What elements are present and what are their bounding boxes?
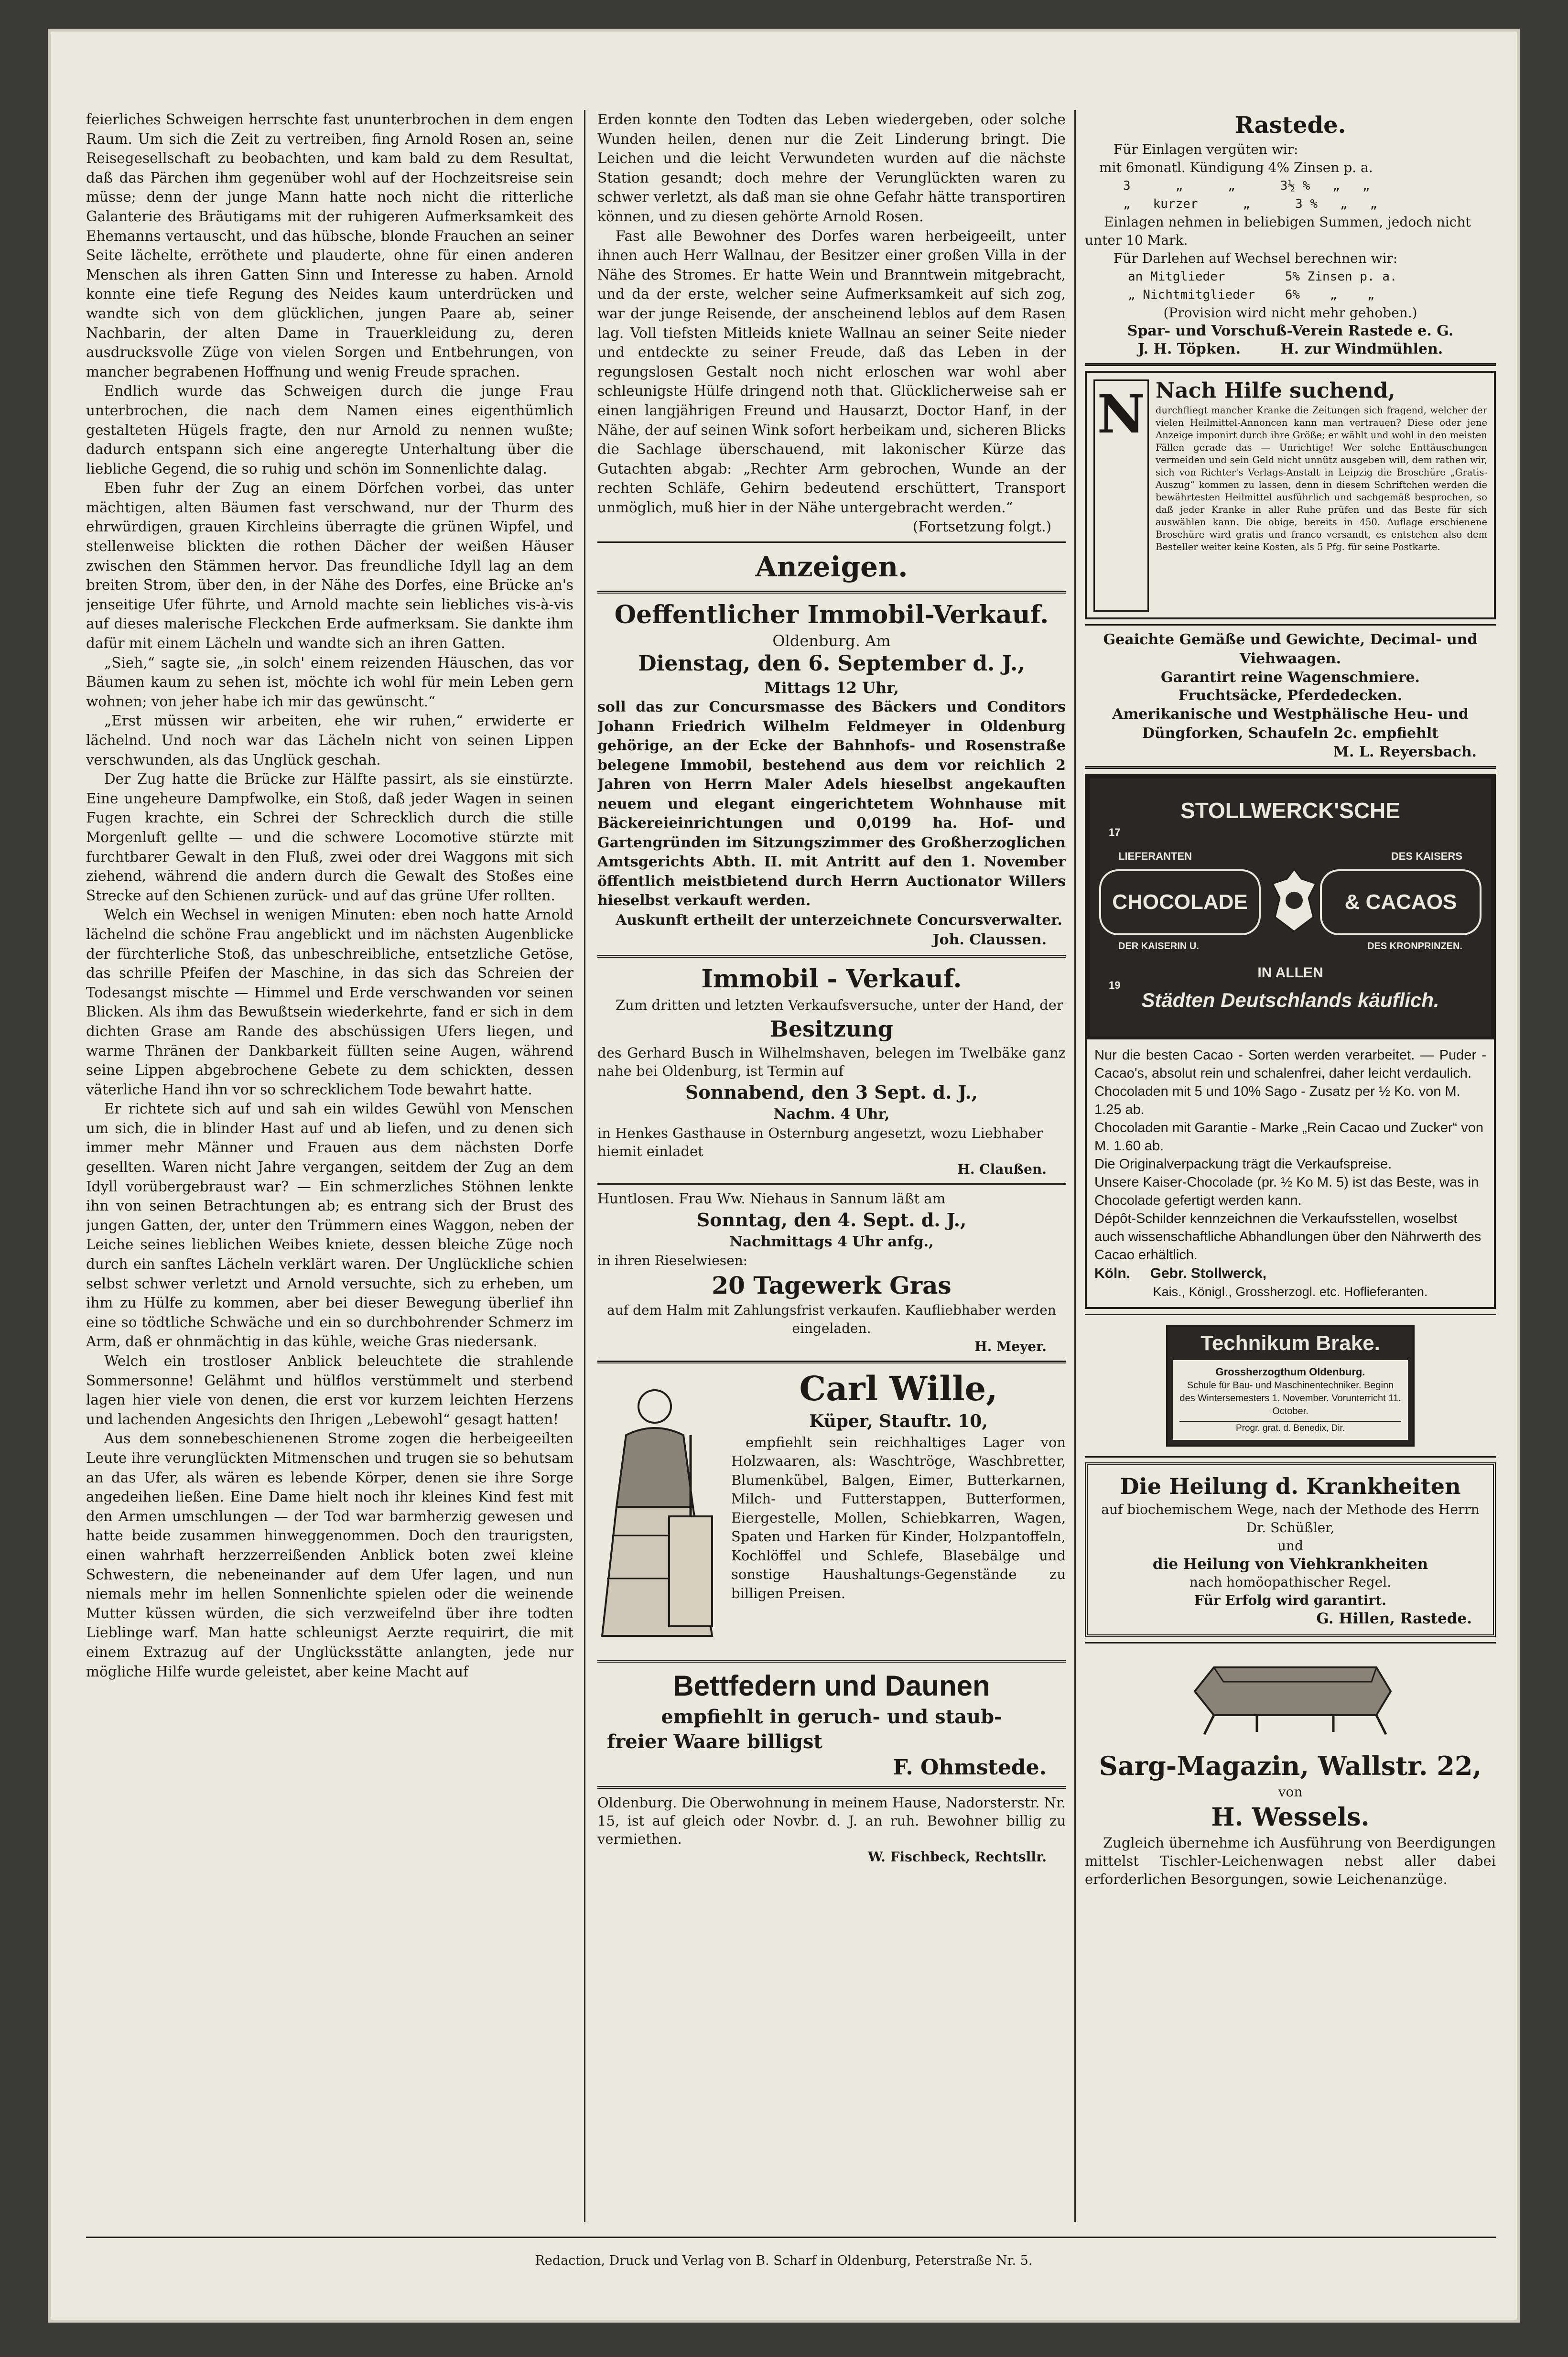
ad-technikum-brake [1166,1325,1415,1447]
ad-title: Rastede. [1234,112,1346,139]
divider [597,591,1066,594]
ad-body: durchfliegt mancher Kranke die Zeitungen sich fragend, welcher der vielen Heilmittel-Annoncen kann man vertrauen? Diese oder jene Anzeige imponirt durch ihre Größe; er wählt und wohl in den meisten Fällen gerade das — Unrichtige! Wer solche Enttäuschungen vermeiden und sein Geld nicht unnütz ausgeben will, dem rathen wir, sich von Richter's Verlags-Anstalt in Leipzig die Broschüre „Gratis-Auszug“ kommen zu lassen, denn in diesem Schriftchen werden die bewährtesten Heilmittel ausführlich und sachgemäß besprochen, so daß jeder Kranke in aller Ruhe prüfen und das Beste für sich auswählen kann. Die obige, bereits in 450. Auflage erschienene Broschüre wird gratis und franco versandt, es entstehen also dem Besteller weiter keine Kosten, als 5 Pfg. für seine Postkarte. [1156,405,1487,552]
ad-text: Unsere Kaiser-Chocolade (pr. ½ Ko M. 5) ist das Beste, was in Chocolade gefertigt werden kann. [1094,1175,1479,1208]
ad-line: „ Nichtmitglieder 6% „ „ [1128,288,1375,302]
story-paragraph: Welch ein trostloser Anblick beleuchtete die strahlende Sommersonne! Gelähmt und hülflos verstümmelt und sterbend lagen hier viele von denen, die erst vor kurzem leichten Herzens und lachenden Angesichts den Ihrigen „Lebewohl“ gesagt hatten! [86,1353,573,1427]
divider [597,1361,1066,1363]
story-paragraph: „Sieh,“ sagte sie, „in solch' einem reizenden Häuschen, das vor Bäumen kaum zu sehen ist, möchte ich wohl für mein Leben gern wohnen; von jeher habe ich mir das gewünscht.“ [86,654,573,710]
ad-line: Für Darlehen auf Wechsel berechnen wir: [1114,250,1398,266]
ad-line: an Mitglieder 5% Zinsen p. a. [1128,270,1397,284]
ad-carl-wille [597,1368,1066,1655]
ad-text: des Gerhard Busch in Wilhelmshaven, belegen im Twelbäke ganz nahe bei Oldenburg, ist Termin auf [597,1044,1066,1079]
ads-column-3 [1085,110,1496,1888]
continued-note: (Fortsetzung folgt.) [912,519,1051,535]
ad-info: Auskunft ertheilt der unterzeichnete Concursverwalter. [616,911,1062,929]
divider [1085,1456,1496,1458]
ad-line: Für Einlagen vergüten wir: [1114,141,1298,157]
ad-subtitle: Grossherzogthum Oldenburg. [1215,1366,1365,1378]
logo-chocolade: CHOCOLADE [1099,869,1261,935]
divider [597,541,1066,543]
ad-line: von [1278,1784,1303,1800]
ad-line: und [1277,1538,1303,1554]
story-paragraph: Der Zug hatte die Brücke zur Hälfte passirt, als sie einstürzte. Eine ungeheure Dampfwolke, ein Stoß, daß jeder Wagen in seinen Fugen krachte, ein Schrei der Schrecklich durch die stille Morgenluft gellte — und die schwere Locomotive stürzte mit furchtbarer Gewalt in den Fluß, zwei oder drei Waggons mit sich ziehend, während die andern durch die Gewalt des Stoßes eine Strecke auf den Schienen zurück- und auf das grüne Ufer rollten. [86,771,573,904]
ad-immobil-verkauf-1 [597,598,1066,950]
ad-title: Carl Wille, [799,1368,998,1408]
ad-date: Sonntag, den 4. Sept. d. J., [696,1209,967,1231]
woman-churning-butter-illustration [597,1378,726,1645]
ad-signature: F. Ohmstede. [893,1755,1047,1780]
logo-text: DER KAISERIN U. [1118,941,1199,951]
ad-heilung [1085,1462,1496,1637]
ad-waagen [1085,630,1496,761]
ad-time: Mittags 12 Uhr, [764,679,899,697]
story-paragraph: feierliches Schweigen herrschte fast ununterbrochen in dem engen Raum. Um sich die Zeit zu vertreiben, fing Arnold Rosen an, seine Reisegesellschaft zu beobachten, und kam bald zu dem Resultat, daß das Pärchen ihm gegenüber wohl auf der Hochzeitsreise sein müsse; denn der junge Mann hatte noch nicht die ritterliche Galanterie des Bräutigams mit der ruhigeren Aufmerksamkeit des Ehemanns vertauscht, und das hübsche, blonde Frauchen an seiner Seite lächelte, erröthete und plauderte, ohne für einen anderen Menschen als ihren Gatten Sinn und Interesse zu haben. Arnold konnte eine tiefe Regung des Neides kaum unterdrücken und wandte sich von dem glücklichen, jungen Paare ab, seiner Nachbarin, der alten Dame in Trauerkleidung zu, deren ausdrucksvolle Züge von vielen Sorgen und Entbehrungen, von mancher begrabenen Hoffnung und wenig Freude sprachen. [86,111,573,380]
logo-text: DES KRONPRINZEN. [1367,941,1462,951]
ad-footer: Progr. grat. d. Benedix, Dir. [1179,1421,1401,1435]
ad-signature: W. Fischbeck, Rechtsllr. [868,1849,1047,1865]
ad-nach-hilfe [1085,371,1496,619]
ad-signature: Köln. Gebr. Stollwerck, [1094,1265,1267,1281]
ad-oberwohnung [597,1794,1066,1866]
ad-line: 3 „ „ 3½ % „ „ [1123,179,1370,193]
ad-body: soll das zur Concursmasse des Bäckers und Conditors Johann Friedrich Wilhelm Feldmeyer in Oldenburg gehörige, an der Ecke der Bahnhofs- und Rosenstraße belegene Immobil, bestehend aus dem vor reichlich 2 Jahren von Herrn Maler Adels hieselbst angekauften neuem und elegant eingerichtetem Wohnhause mit Bäckereieinrichtungen und 0,0199 ha. Hof- und Gartengründen im Sitzungszimmer des Großherzoglichen Amtsgerichts Abth. II. mit Antritt auf den 1. November öffentlich meistbietend durch Herrn Auctionator Willers hieselbst verkauft werden. [597,699,1066,909]
footer-rule [86,2237,1496,2238]
ad-headline: 20 Tagewerk Gras [712,1271,952,1299]
story-paragraph: Erden konnte den Todten das Leben wiedergeben, oder solche Wunden heilen, denen nur die Zeit Linderung bringt. Die Leichen und die leicht Verwundeten wurden auf die nächste Station gesandt; doch mehre der Verunglückten waren zu schwer verletzt, als daß man sie ohne Gefahr hätte transportiren können, und zu diesen gehörte Arnold Rosen. [597,111,1066,225]
divider [1085,766,1496,769]
coffin-illustration [1185,1653,1395,1744]
ad-text: Oldenburg. Die Oberwohnung in meinem Hause, Nadorsterstr. Nr. 15, ist auf gleich oder Novbr. d. J. an ruh. Bewohner billig zu vermiethen. [597,1794,1066,1847]
column-divider [1074,110,1076,2222]
ad-text: Chocoladen mit Garantie - Marke „Rein Cacao und Zucker“ von M. 1.60 ab. [1094,1120,1483,1154]
story-column-2 [597,110,1066,1866]
ad-line: Für Erfolg wird garantirt. [1194,1592,1386,1608]
ad-text: in ihren Rieselwiesen: [597,1252,748,1268]
ad-time: Nachm. 4 Uhr, [773,1105,890,1123]
ad-signature: M. L. Reyersbach. [1333,744,1477,760]
ad-signature: H. Meyer. [974,1338,1047,1354]
ad-text: Die Originalverpackung trägt die Verkaufspreise. [1094,1157,1392,1172]
divider [597,955,1066,958]
ad-sarg-magazin [1085,1653,1496,1888]
ad-text: Nur die besten Cacao - Sorten werden verarbeitet. — Puder - Cacao's, absolut rein und schalenfrei, daher leicht verdaulich. [1094,1048,1486,1081]
story-paragraph: Fast alle Bewohner des Dorfes waren herbeigeeilt, unter ihnen auch Herr Wallnau, der Besitzer einer großen Villa in der Nähe des Stromes. Er hatte Wein und Branntwein mitgebracht, und da der erste, welcher seine Aufmerksamkeit auf sich zog, war der junge Reisende, der anscheinend leblos auf dem Rasen lag. Voll tiefsten Mitleids kniete Wallnau an seiner Seite nieder und entdeckte zu seiner Freude, daß das Leben in der regungslosen Gestalt noch nicht erloschen war wohl aber schleunigste Hülfe dringend noth that. Glücklicherweise sah er einen langjährigen Freund und Hausarzt, Doctor Hanf, in der Nähe, der auf seinen Wink sofort herbeikam und, sicheren Blicks die Sachlage überschauend, mit lakonischer Kürze das Gutachten abgab: „Rechter Arm gebrochen, Wunde an der rechten Schläfe, Gehirn bedeutend erschüttert, Transport unmöglich, muß hier in der Nähe untergebracht werden.“ [597,227,1066,516]
logo-text: LIEFERANTEN [1118,850,1192,862]
ad-immobil-verkauf-2 [597,962,1066,1178]
ad-headline: Besitzung [770,1016,893,1042]
logo-text: DES KAISERS [1391,850,1462,862]
eagle-crest-icon [1268,865,1320,936]
ad-signature: Joh. Claussen. [932,931,1047,948]
imprint-footer: Redaction, Druck und Verlag von B. Scharf in Oldenburg, Peterstraße Nr. 5. [535,2253,1033,2268]
ad-title: Technikum Brake. [1200,1331,1380,1355]
ad-text: auf dem Halm mit Zahlungsfrist verkaufen. Kaufliebhaber werden eingeladen. [607,1302,1056,1336]
ad-address: Küper, Stauftr. 10, [809,1411,988,1431]
ad-line: (Provision wird nicht mehr gehoben.) [1163,305,1417,321]
divider [1085,363,1496,366]
divider [1085,1314,1496,1315]
logo-cacaos: & CACAOS [1320,869,1481,935]
story-paragraph: Endlich wurde das Schweigen durch die junge Frau unterbrochen, die nach dem Namen eines eigenthümlich gestalteten Hügels fragte, den nur Arnold zu nennen wußte; dadurch entspann sich eine angeregte Unterhaltung über die liebliche Gegend, die so ruhig und schön im Sonnenlichte dalag. [86,383,573,477]
ad-signature: G. Hillen, Rastede. [1316,1610,1472,1627]
ad-line: Einlagen nehmen in beliebigen Summen, jedoch nicht unter 10 Mark. [1085,214,1471,248]
story-paragraph: Welch ein Wechsel in wenigen Minuten: eben noch hatte Arnold lächelnd die schöne Frau angeblickt und im nächsten Augenblicke der fürchterliche Stoß, das unbeschreibliche, entsetzliche Getöse, das schrille Pfeifen der Maschine, in das sich das Schreien der Todesangst mischte — Himmel und Erde verschwanden vor seinen Blicken. Als ihm das Bewußtsein wiederkehrte, fand er sich in dem dichten Grase am Rande des abschüssigen Ufers liegen, und warme Thränen der Dankbarkeit füllten seine Augen, während seine Lippen abgebrochene Gebete zu dem schickten, dessen väterliche Hand ihn vor so schrecklichem Tode bewahrt hatte. [86,907,573,1098]
ad-date: Dienstag, den 6. September d. J., [638,651,1025,676]
ad-text: Kais., Königl., Grossherzogl. etc. Hoflieferanten. [1153,1285,1428,1299]
ad-line: Geaichte Gemäße und Gewichte, Decimal- und Viehwaagen. [1103,631,1478,667]
story-paragraph: „Erst müssen wir arbeiten, ehe wir ruhen,“ erwiderte er lächelnd. Und noch war das Lächeln nicht von seinen Lippen verschwunden, als das Unglück geschah. [86,713,573,768]
ad-gras-verkauf [597,1189,1066,1356]
logo-text: Städten Deutschlands käuflich. [1141,989,1439,1011]
ads-heading: Anzeigen. [755,551,908,584]
ad-lead: Huntlosen. Frau Ww. Niehaus in Sannum läßt am [597,1190,946,1207]
story-paragraph: Eben fuhr der Zug an einem Dörfchen vorbei, das unter mächtigen, alten Bäumen fast verschwand, nur der Thurm des ehrwürdigen, grauen Kirchleins überragte die grünen Wipfel, und stellenweise blickten die rothen Dächer der weißen Häuser zwischen den Stämmen hervor. Das freundliche Idyll lag an dem breiten Strom, über den, in der Nähe des Dorfes, eine Brücke an's jenseitige Ufer führte, und Arnold machte sein liebliches vis-à-vis auf dieses malerische Fleckchen Erde aufmerksam. Sie dankte ihm dafür mit einem Lächeln und wandte sich an ihren Gatten. [86,480,573,652]
ad-name: H. Wessels. [1211,1803,1370,1832]
ad-text: in Henkes Gasthause in Osternburg angesetzt, wozu Liebhaber hiemit einladet [597,1124,1043,1159]
newspaper-page [48,29,1520,2323]
ad-line: „ kurzer „ 3 % „ „ [1123,197,1378,211]
ad-place: Oldenburg. Am [772,632,891,650]
ad-time: Nachmittags 4 Uhr anfg., [729,1233,934,1250]
ad-line: Amerikanische und Westphälische Heu- und Düngforken, Schaufeln 2c. empfiehlt [1112,706,1469,742]
logo-text: IN ALLEN [1257,965,1323,981]
ad-text: empfiehlt in geruch- und staub- [661,1705,1002,1728]
ad-title: Oeffentlicher Immobil-Verkauf. [614,600,1049,630]
divider [597,1786,1066,1789]
ad-line: Fruchtsäcke, Pferdedecken. [1178,687,1403,704]
ad-line: auf biochemischem Wege, nach der Methode des Herrn Dr. Schüßler, [1101,1502,1480,1535]
ornamental-initial-letter: N [1093,379,1149,612]
ad-text: Zugleich übernehme ich Ausführung von Beerdigungen mittelst Tischler-Leichenwagen nebst aller dabei erforderlichen Besorgungen, sowie Leichenanzüge. [1085,1835,1496,1887]
divider [1085,624,1496,626]
logo-arc-text: STOLLWERCK'SCHE [1180,798,1400,823]
ad-title: Bettfedern und Daunen [673,1669,990,1702]
ad-title: Immobil - Verkauf. [701,964,962,994]
logo-num-right: 19 [1109,979,1121,991]
ad-line: Garantirt reine Wagenschmiere. [1160,669,1420,686]
ad-title: Sarg-Magazin, Wallstr. 22, [1099,1751,1482,1781]
ad-bettfedern [597,1667,1066,1781]
column-divider [584,110,585,2222]
story-paragraph: Aus dem sonnebeschienenen Strome zogen die herbeigeeilten Leute ihre verunglückten Mitmenschen und trugen sie so behutsam an das Ufer, als wären es lebende Körper, denen sie ihre Sorge angedeihen ließen. Eine Dame hielt noch ihr kleines Kind fest mit den Armen umschlungen — der Tod war barmherzig gewesen und hatte beide zusammen hinweggenommen. Doch den traurigsten, einen wahrhaft herzzerreißenden Anblick boten zwei kleine Schwestern, die nebeneinander auf dem Ufer lagen, und nun niemals mehr im hellen Sonnenlichte spielen oder die weinende Mutter küssen würden, die sich verzweifelnd über ihre todten Lieblinge warf. Man hatte schleunigst Aerzte requirirt, die mit einem Extrazug auf der Unglücksstätte anlangten, jede nur mögliche Hilfe wurde geleistet, aber keine Macht auf [86,1430,573,1680]
ad-text: Dépôt-Schilder kennzeichnen die Verkaufsstellen, woselbst auch wissenschaftliche Abhandlungen über den Nährwerth des Cacao erhältlich. [1094,1211,1481,1263]
divider [597,1660,1066,1663]
ad-intro: Zum dritten und letzten Verkaufsversuche, unter der Hand, der [616,996,1063,1013]
ad-signature: H. Claußen. [957,1161,1047,1177]
ad-body: empfiehlt sein reichhaltiges Lager von Holzwaaren, als: Waschtröge, Waschbretter, Blumenkübel, Balgen, Eimer, Butterkarnen, Milch- und Futterstappen, Butterformen, Eiergestelle, Mollen, Schiebkarren, Wagen, Spaten und Harken für Kinder, Holzpantoffeln, Kochlöffel und Schlefe, Blasebälge und sonstige Haushaltungs-Gegenstände zu billigen Preisen. [731,1434,1066,1601]
ad-line: nach homöopathischer Regel. [1189,1574,1392,1590]
ad-stollwerck [1085,774,1496,1309]
ad-text: Chocoladen mit 5 und 10% Sago - Zusatz per ½ Ko. von M. 1.25 ab. [1094,1084,1460,1117]
ad-signature: J. H. Töpken. H. zur Windmühlen. [1137,341,1443,357]
ad-title: Nach Hilfe suchend, [1156,378,1395,403]
ad-line: Spar- und Vorschuß-Verein Rastede e. G. [1127,323,1454,339]
ad-line: die Heilung von Viehkrankheiten [1152,1556,1428,1573]
divider [1085,1642,1496,1643]
story-column-1 [86,110,573,1681]
stollwerck-logo [1087,776,1494,1039]
logo-num-left: 17 [1109,826,1121,838]
ad-date: Sonnabend, den 3 Sept. d. J., [685,1081,978,1103]
ad-text: Schule für Bau- und Maschinentechniker. Beginn des Wintersemesters 1. November. Vorunterricht 11. October. [1179,1380,1401,1416]
ad-rastede-bank [1085,110,1496,358]
divider [597,1183,1066,1185]
ad-text: freier Waare billigst [607,1730,822,1753]
ad-line: mit 6monatl. Kündigung 4% Zinsen p. a. [1099,160,1373,175]
story-paragraph: Er richtete sich auf und sah ein wildes Gewühl von Menschen um sich, die in blinder Hast auf und ab liefen, und zu denen sich immer mehr Männer und Frauen aus dem nächsten Dorfe gesellten. Waren nicht Jahre vergangen, seitdem der Zug an dem Idyll vorübergebraust war? — Ein schmerzliches Stöhnen lenkte ihn von seinen Betrachtungen ab; es entrang sich der Brust des jungen Gatten, der, unter den Trümmern eines Waggon, neben der Leiche seines lieblichen Weibes kniete, dessen bleiche Züge noch durch ein sanftes Lächeln verklärt waren. Der Unglückliche schien selbst schwer verletzt und Arnold versuchte, sich zu erheben, um ihm zu Hülfe zu kommen, aber bei dieser Bewegung überlief ihn eine so tödtliche Schwäche und ein so durchbohrender Schmerz im Arm, daß er ohnmächtig in das kühle, weiche Gras niedersank. [86,1101,573,1350]
ad-title: Die Heilung d. Krankheiten [1120,1473,1461,1499]
